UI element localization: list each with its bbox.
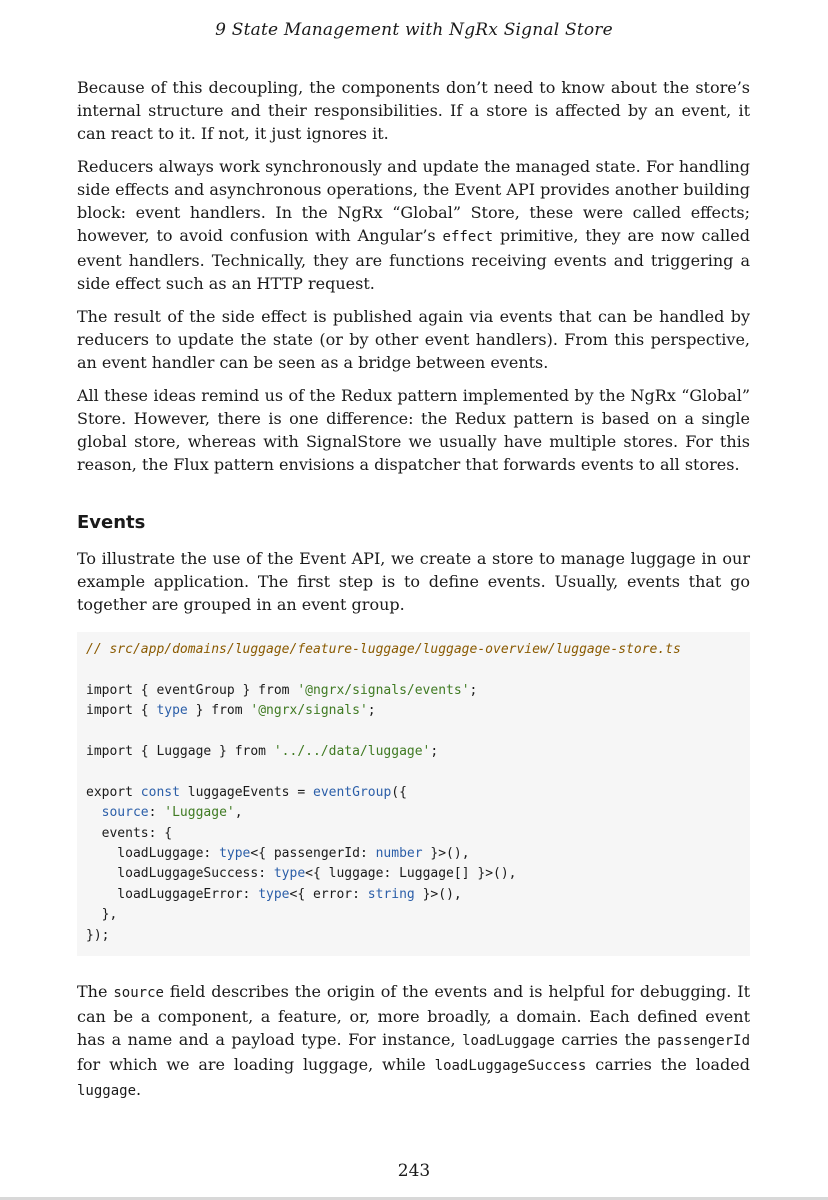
- code-token: <{ luggage: [305, 866, 384, 882]
- code-line-import-type: [86, 701, 741, 721]
- paragraph-events-intro: To illustrate the use of the Event API, we create a store to manage luggage in our example application. The first step is to define events. Usually, events that go together are grouped in an event group.: [77, 549, 750, 614]
- paragraph-text: for which we are loading luggage, while: [77, 1055, 435, 1075]
- inline-code-passengerid: passengerId: [657, 1033, 750, 1050]
- code-token: <{ passengerId: [250, 846, 360, 862]
- inline-code-loadluggage: loadLuggage: [462, 1033, 555, 1050]
- code-string: '@ngrx/signals': [250, 703, 368, 719]
- code-type: number: [375, 846, 423, 862]
- code-line-source: [86, 803, 741, 823]
- code-string: 'Luggage': [164, 805, 235, 821]
- page-number: 243: [397, 1161, 431, 1181]
- running-header: 9 State Management with NgRx Signal Store: [215, 20, 613, 40]
- code-line-load-luggage-success: [86, 864, 741, 884]
- code-token: }>(),: [469, 866, 517, 882]
- code-token: ;: [430, 744, 439, 759]
- code-function: eventGroup: [313, 784, 392, 800]
- inline-code-effect: effect: [442, 229, 494, 245]
- paragraph-redux: All these ideas remind us of the Redux pattern implemented by the NgRx “Global” Store. However, there is one difference: the Redux pattern is based on a single global store, whereas with SignalStore we usually have multiple stores. For this reason, the Flux pattern envisions a dispatcher that forwards events to all stores.: [77, 386, 750, 474]
- code-keyword: type: [273, 866, 306, 882]
- code-token: luggageEvents =: [179, 784, 313, 800]
- code-keyword: const: [140, 784, 180, 800]
- inline-code-luggage: luggage: [77, 1083, 137, 1100]
- code-keyword: type: [156, 703, 188, 719]
- code-token: } from: [187, 703, 251, 719]
- paragraph-side-effect: The result of the side effect is published again via events that can be handled by reducers to update the state (or by other event handlers). From this perspective, an event handler can be seen as a bridge between events.: [77, 307, 750, 372]
- code-token: }>(),: [414, 886, 462, 902]
- code-line-load-luggage: [86, 844, 741, 864]
- code-keyword: type: [219, 846, 251, 862]
- code-line-import-eventgroup: [86, 681, 741, 701]
- paragraph-text: Reducers always work synchronously and update the managed state. For handling side effects and asynchronous operations, the Event API provides another building block: event handlers. In the NgRx “Global” Store, these were called effects; however, to avoid confusion with Angular’s: [77, 157, 750, 245]
- code-token: import { Luggage } from: [86, 744, 274, 759]
- code-line-close-events: },: [86, 907, 118, 923]
- code-comment: // src/app/domains/luggage/feature-luggage/luggage-overview/luggage-store.ts: [86, 642, 681, 657]
- code-token: :: [148, 805, 165, 821]
- code-token: <{ error: [289, 886, 353, 902]
- paragraph-text: primitive, they are now called event handlers. Technically, they are functions receiving events and triggering a side effect such as an HTTP request.: [77, 226, 750, 293]
- code-token: ;: [469, 682, 478, 698]
- code-type: string: [367, 886, 415, 902]
- paragraph-text: field describes the origin of the events and is helpful for debugging. It can be a component, a feature, or, more broadly, a domain. Each defined event has a name and a payload type. For instance,: [77, 982, 751, 1050]
- code-token: }>(),: [422, 846, 470, 862]
- code-line-load-luggage-error: [86, 885, 741, 905]
- paragraph-text: .: [136, 1080, 142, 1100]
- paragraph-decoupling: Because of this decoupling, the components don’t need to know about the store’s internal structure and their responsibilities. If a store is affected by an event, it can react to it. If not, it just ignores it.: [77, 78, 750, 143]
- inline-code-loadluggagesuccess: loadLuggageSuccess: [434, 1058, 587, 1075]
- code-token: :: [203, 846, 220, 862]
- code-token: loadLuggageSuccess: [86, 866, 259, 882]
- paragraph-text: carries the: [554, 1030, 658, 1050]
- code-token: ;: [367, 703, 376, 719]
- paragraph-text: The: [77, 982, 114, 1002]
- page-content: [77, 76, 750, 1113]
- code-token: :: [359, 846, 376, 862]
- code-token: :: [352, 886, 368, 902]
- code-blank-line: [86, 660, 741, 680]
- code-blank-line: [86, 722, 741, 742]
- code-token: export: [86, 784, 141, 800]
- code-token: : {: [148, 825, 173, 841]
- code-token: loadLuggage: [86, 846, 204, 862]
- code-token: import {: [86, 703, 157, 719]
- code-line-close-group: });: [86, 927, 110, 943]
- code-blank-line: [86, 762, 741, 782]
- code-property: source: [86, 805, 149, 821]
- code-block: [77, 632, 750, 956]
- code-string: '@ngrx/signals/events': [297, 682, 470, 698]
- code-token: ,: [234, 805, 243, 821]
- code-keyword: type: [258, 886, 290, 902]
- code-type: Luggage[]: [399, 866, 470, 882]
- code-token: import { eventGroup } from: [86, 682, 298, 698]
- code-token: events: [86, 825, 149, 841]
- paragraph-reducers: [77, 155, 750, 295]
- inline-code-source: source: [113, 985, 164, 1002]
- paragraph-source-field: [77, 980, 750, 1103]
- code-token: :: [258, 866, 274, 882]
- code-line-events: [86, 824, 741, 844]
- code-token: :: [383, 866, 400, 882]
- code-string: '../../data/luggage': [273, 744, 431, 759]
- code-token: ({: [391, 784, 407, 800]
- code-token: :: [242, 886, 259, 902]
- section-heading-events: Events: [77, 512, 146, 533]
- code-line-export: [86, 783, 741, 803]
- code-line-import-luggage: [86, 742, 741, 762]
- paragraph-text: carries the loaded: [586, 1055, 751, 1075]
- code-token: loadLuggageError: [86, 886, 243, 902]
